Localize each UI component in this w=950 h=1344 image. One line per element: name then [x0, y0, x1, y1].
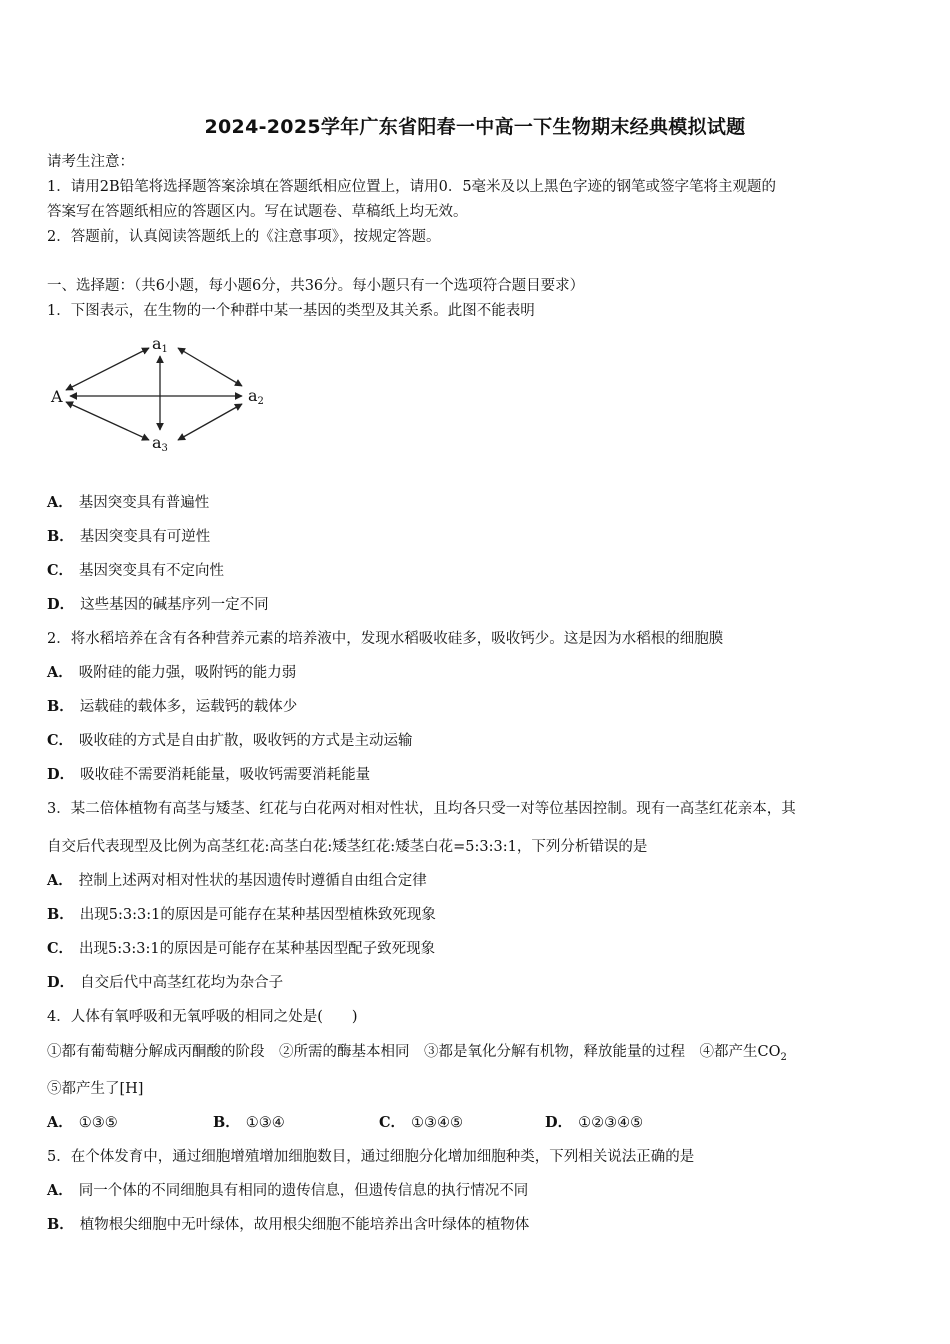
question-4-stem: 4．人体有氧呼吸和无氧呼吸的相同之处是( ): [47, 1009, 358, 1025]
notice-item-1-line-1: 1．请用2B铅笔将选择题答案涂填在答题纸相应位置上，请用0．5毫米及以上黑色字迹的钢笔或签字笔将主观题的: [47, 179, 777, 195]
arrow-a3-a2: [178, 404, 242, 440]
question-2-stem: 2．将水稻培养在含有各种营养元素的培养液中，发现水稻吸收硅多，吸收钙少。这是因为水稻根的细胞膜: [47, 631, 724, 647]
allele-relationship-diagram: [46, 332, 276, 456]
node-a2: a2: [248, 386, 264, 407]
q4-option-d: D． ①②③④⑤: [545, 1114, 644, 1131]
question-4-statements-line-1: ①都有葡萄糖分解成丙酮酸的阶段 ②所需的酶基本相同 ③都是氧化分解有机物，释放能量的过程 ④都产生$CO_2$: [47, 1044, 787, 1063]
q5-option-b: B． 植物根尖细胞中无叶绿体，故用根尖细胞不能培养出含叶绿体的植物体: [47, 1216, 530, 1233]
node-A: A: [51, 387, 63, 406]
node-a1: a1: [152, 334, 168, 355]
node-a3: a3: [152, 433, 168, 454]
q1-option-a: A． 基因突变具有普遍性: [47, 494, 210, 511]
q3-option-d: D． 自交后代中高茎红花均为杂合子: [47, 974, 284, 991]
q2-option-b: B． 运载硅的载体多，运载钙的载体少: [47, 698, 298, 715]
q2-option-c: C． 吸收硅的方式是自由扩散，吸收钙的方式是主动运输: [47, 732, 413, 749]
q4-option-b: B． ①③④: [213, 1114, 285, 1131]
q2-option-d: D． 吸收硅不需要消耗能量，吸收钙需要消耗能量: [47, 766, 371, 783]
q3-option-a: A． 控制上述两对相对性状的基因遗传时遵循自由组合定律: [47, 872, 427, 889]
question-3-stem-line-1: 3．某二倍体植物有高茎与矮茎、红花与白花两对相对性状，且均各只受一对等位基因控制。现有一高茎红花亲本，其: [47, 801, 796, 817]
q3-option-c: C． 出现5:3:3:1的原因是可能存在某种基因型配子致死现象: [47, 940, 436, 957]
question-5-stem: 5．在个体发育中，通过细胞增殖增加细胞数目，通过细胞分化增加细胞种类，下列相关说法正确的是: [47, 1149, 695, 1165]
arrow-a1-a2: [178, 348, 242, 386]
arrow-a-a1: [66, 348, 149, 390]
page-title: 2024-2025学年广东省阳春一中高一下生物期末经典模拟试题: [204, 116, 746, 138]
section-heading: 一、选择题：（共6小题，每小题6分，共36分。每小题只有一个选项符合题目要求）: [47, 278, 585, 294]
q1-option-b: B． 基因突变具有可逆性: [47, 528, 211, 545]
q4-options-row: [47, 1113, 711, 1133]
q2-option-a: A． 吸附硅的能力强，吸附钙的能力弱: [47, 664, 297, 681]
q1-option-d: D． 这些基因的碱基序列一定不同: [47, 596, 269, 613]
notice-item-1-line-2: 答案写在答题纸相应的答题区内。写在试题卷、草稿纸上均无效。: [47, 204, 468, 220]
question-3-stem-line-2: 自交后代表现型及比例为高茎红花:高茎白花:矮茎红花:矮茎白花=5:3:3:1，下列分析错误的是: [47, 839, 648, 855]
notice-item-2: 2．答题前，认真阅读答题纸上的《注意事项》，按规定答题。: [47, 229, 441, 245]
question-4-statements-line-2: ⑤都产生了[H]: [47, 1081, 144, 1097]
q5-option-a: A． 同一个体的不同细胞具有相同的遗传信息，但遗传信息的执行情况不同: [47, 1182, 529, 1199]
q1-option-c: C． 基因突变具有不定向性: [47, 562, 225, 579]
arrow-a-a3: [66, 402, 149, 440]
question-1-stem: 1．下图表示，在生物的一个种群中某一基因的类型及其关系。此图不能表明: [47, 303, 535, 319]
notice-heading: 请考生注意：: [47, 154, 134, 170]
q3-option-b: B． 出现5:3:3:1的原因是可能存在某种基因型植株致死现象: [47, 906, 436, 923]
q4-option-c: C． ①③④⑤: [379, 1114, 464, 1131]
q4-option-a: A． ①③⑤: [47, 1114, 118, 1131]
